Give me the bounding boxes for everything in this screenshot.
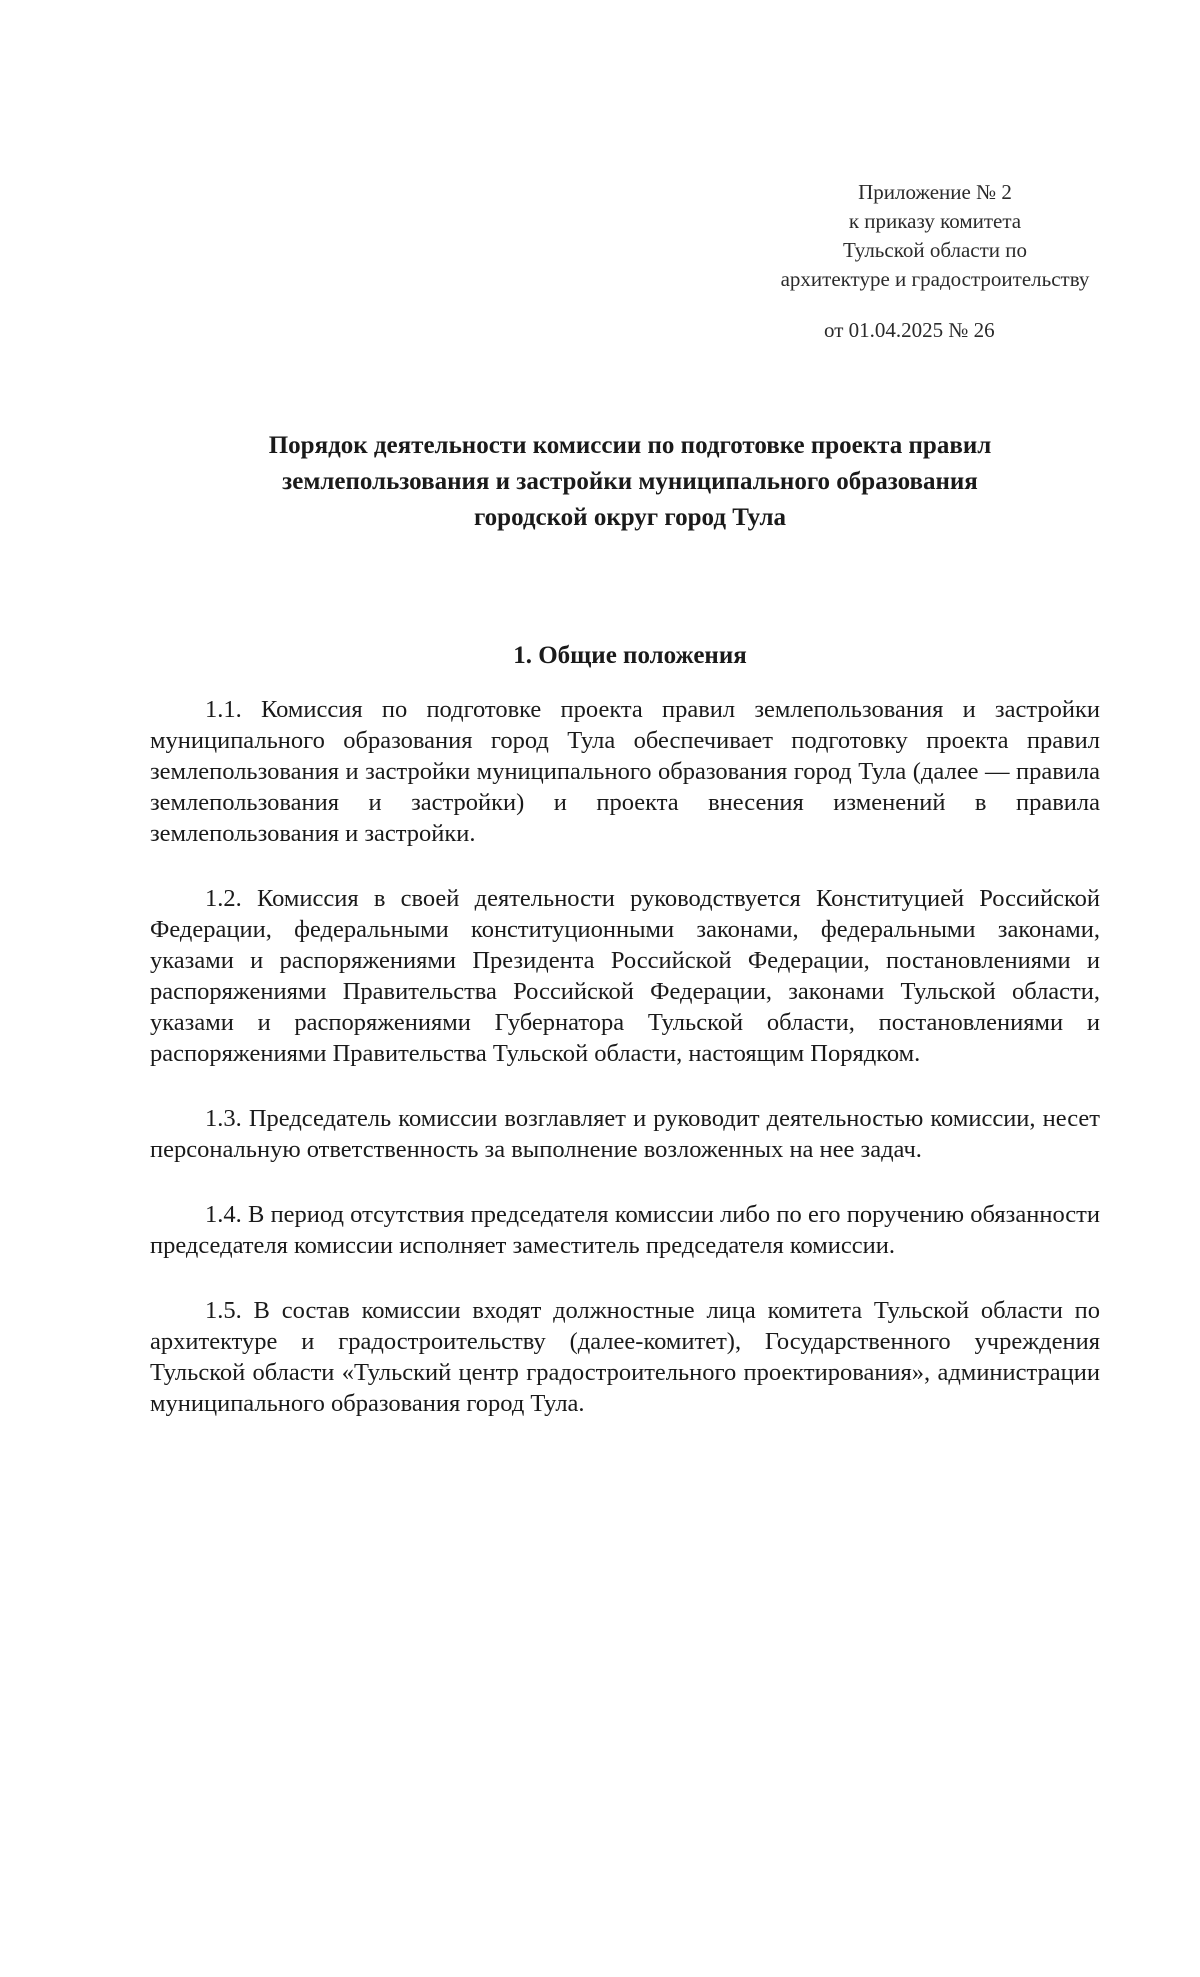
paragraph-1-2: 1.2. Комиссия в своей деятельности руководствуется Конституцией Российской Федерации, федеральными конституционными законами, федеральными законами, указами и распоряжениями Президента Российской Федерации, постановлениями и распоряжениями Правительства Российской Федерации, законами Тульской области, указами и распоряжениями Губернатора Тульской области, постановлениями и распоряжениями Правительства Тульской области, настоящим Порядком. — [150, 885, 1100, 1067]
appendix-line: архитектуре и градостроительству — [780, 267, 1090, 291]
appendix-line: Тульской области по — [842, 238, 1028, 262]
section-heading: 1. Общие положения — [513, 642, 747, 669]
title-line: землепользования и застройки муниципального образования — [282, 468, 978, 495]
document-title — [150, 428, 1110, 536]
order-date: от 01.04.2025 № 26 — [824, 318, 995, 342]
paragraph-1-3: 1.3. Председатель комиссии возглавляет и руководит деятельностью комиссии, несет персональную ответственность за выполнение возложенных на нее задач. — [150, 1105, 1100, 1163]
appendix-line: к приказу комитета — [848, 209, 1022, 233]
appendix-line: Приложение № 2 — [858, 180, 1012, 204]
section-body — [150, 694, 1100, 1453]
title-line: городской округ город Тула — [473, 504, 787, 531]
title-line: Порядок деятельности комиссии по подготовке проекта правил — [268, 432, 992, 459]
paragraph-1-5: 1.5. В состав комиссии входят должностные лица комитета Тульской области по архитектуре и градостроительству (далее-комитет), Государственного учреждения Тульской области «Тульский центр градостроительного проектирования», администрации муниципального образования город Тула. — [150, 1297, 1100, 1417]
appendix-note — [700, 178, 1170, 294]
paragraph-1-1: 1.1. Комиссия по подготовке проекта правил землепользования и застройки муниципального образования город Тула обеспечивает подготовку проекта правил землепользования и застройки муниципального образования город Тула (далее — правила землепользования и застройки) и проекта внесения изменений в правила землепользования и застройки. — [150, 696, 1100, 847]
paragraph-1-4: 1.4. В период отсутствия председателя комиссии либо по его поручению обязанности председателя комиссии исполняет заместитель председателя комиссии. — [150, 1201, 1100, 1259]
